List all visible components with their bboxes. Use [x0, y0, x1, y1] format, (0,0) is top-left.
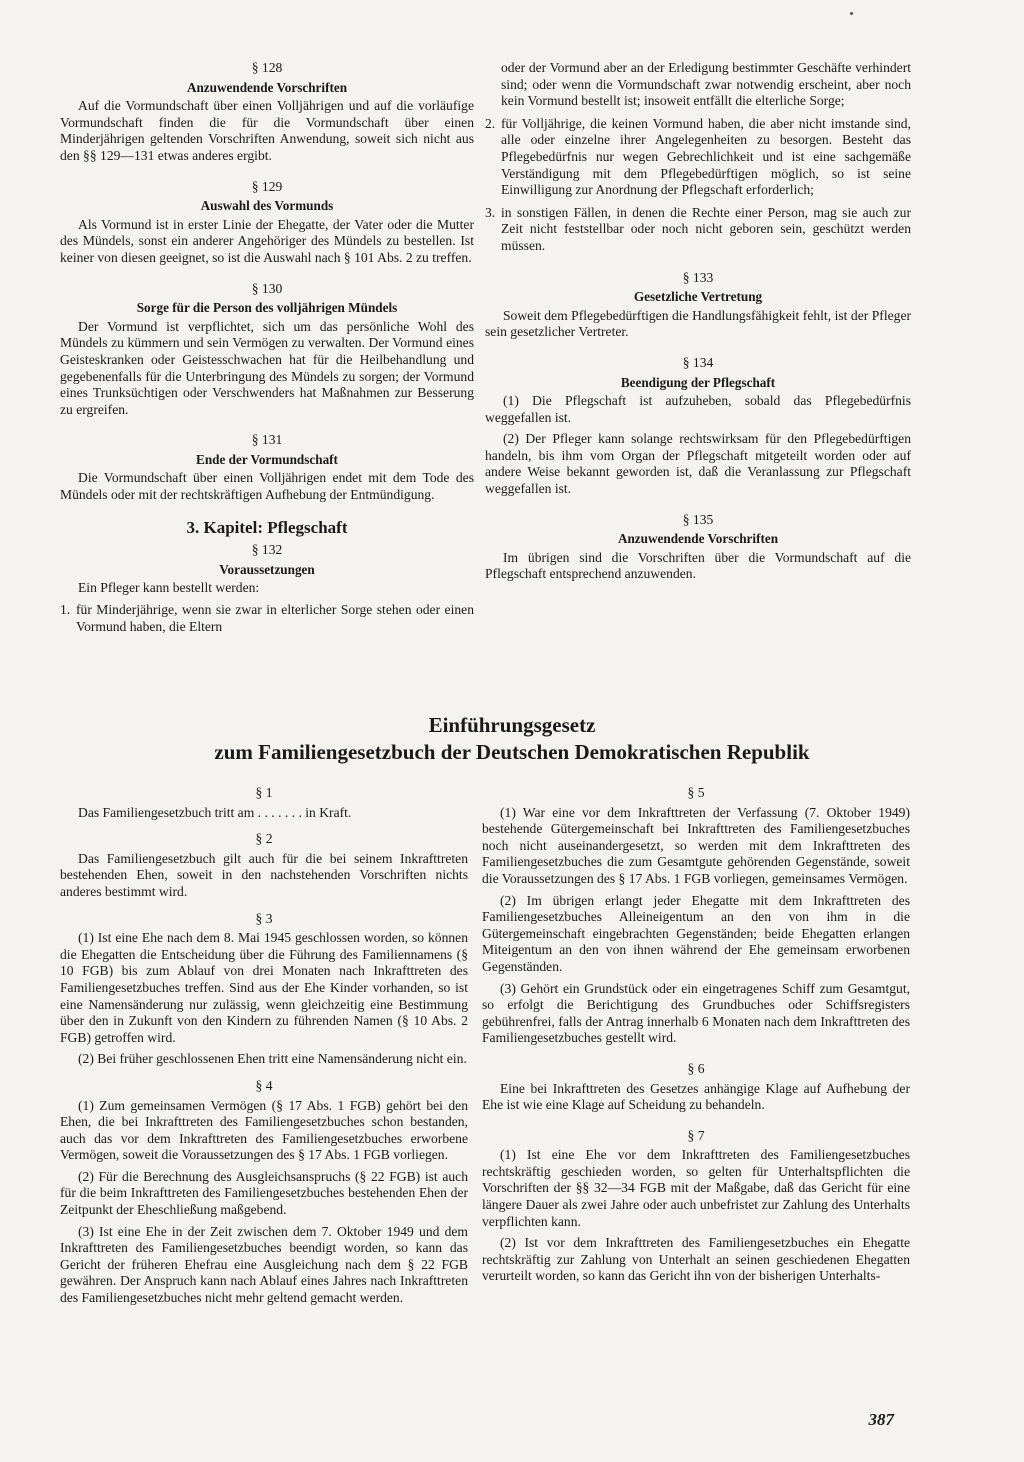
- scan-speck: [850, 12, 853, 15]
- section-5-paragraph-2: (2) Im übrigen erlangt jeder Ehegatte mit dem Inkrafttreten des Familiengesetzbuches Alleineigentum an den von ihm in die Gütergemeinschaft eingebrachten Gegenständen; beide Ehegatten erlangen Miteigentum an den von ihnen während der Ehe gemeinsam erworbenen Gegenständen.: [482, 892, 910, 974]
- section-131-text: Die Vormundschaft über einen Volljährigen endet mit dem Tode des Mündels oder mit der rechtskräftigen Aufhebung der Entmündigung.: [60, 470, 474, 503]
- section-132-item-2: [485, 116, 911, 199]
- section-134-paragraph-1: (1) Die Pflegschaft ist aufzuheben, sobald das Pflegebedürfnis weggefallen ist.: [485, 393, 911, 425]
- section-132-intro: Ein Pfleger kann bestellt werden:: [78, 580, 260, 596]
- section-134-heading: Beendigung der Pflegschaft: [620, 374, 776, 390]
- chapter-heading: 3. Kapitel: Pflegschaft: [186, 517, 348, 537]
- section-134-paragraph-2: (2) Der Pfleger kann solange rechtswirksam für den Pflegebedürftigen handeln, bis ihm vom Organ der Pflegschaft mitgeteilt worden oder auf andere Weise bekannt geworden ist, daß die Veranlassung zur Pflegschaft weggefallen ist.: [485, 431, 911, 497]
- section-134-number: § 134: [682, 354, 714, 370]
- item-text: für Minderjährige, wenn sie zwar in elterlicher Sorge stehen oder einen Vormund haben, die Eltern: [76, 602, 474, 634]
- section-3-paragraph-1: (1) Ist eine Ehe nach dem 8. Mai 1945 geschlossen worden, so können die Ehegatten die Entscheidung über die Führung des Familiennamens (§ 10 FGB) bis zum Ablauf von drei Monaten nach Inkrafttreten des Familiengesetzbuches treffen. Sind aus der Ehe Kinder vorhanden, so ist eine Namensänderung nur zulässig, wenn gleichzeitig eine Bestimmung über den in Zukunft von den Kindern zu führenden Namen (§ 10 Abs. 2 FGB) getroffen wird.: [60, 930, 468, 1045]
- section-5-paragraph-3: (3) Gehört ein Grundstück oder ein eingetragenes Schiff zum Gesamtgut, so erfolgt die Berichtigung des Grundbuches oder Schiffsregisters gebührenfrei, falls der Antrag innerhalb 6 Monaten nach dem Inkrafttreten des Familiengesetzbuches gestellt wird.: [482, 980, 910, 1046]
- section-4-paragraph-1: (1) Zum gemeinsamen Vermögen (§ 17 Abs. 1 FGB) gehört bei den Ehen, die bei Inkrafttreten des Familiengesetzbuches schon bestanden, auch das vor dem Inkrafttreten des Familiengesetzbuches erworbene Vermögen, soweit die Voraussetzungen des § 17 Abs. 1 FGB vorliegen.: [60, 1097, 468, 1163]
- section-132-number: § 132: [251, 542, 283, 558]
- item-number: 1.: [60, 602, 71, 618]
- section-129-text: Als Vormund ist in erster Linie der Ehegatte, der Vater oder die Mutter des Mündels, sonst ein anderer Angehöriger des Mündels zu bestellen. Ist keiner von diesen geeignet, so ist die Auswahl nach § 101 Abs. 2 zu treffen.: [60, 216, 474, 265]
- section-7-paragraph-1: (1) Ist eine Ehe vor dem Inkrafttreten des Familiengesetzbuches rechtskräftig geschieden worden, so gelten für Unterhaltspflichten die Vorschriften der §§ 32—34 FGB mit der Maßgabe, daß das Gericht für eine längere Dauer als zwei Jahre oder auch unbefristet zur Zahlung des Unterhalts verpflichten kann.: [482, 1147, 910, 1229]
- section-3-paragraph-2: (2) Bei früher geschlossenen Ehen tritt eine Namensänderung nicht ein.: [78, 1051, 467, 1067]
- item-text: für Volljährige, die keinen Vormund haben, die aber nicht imstande sind, alle oder einzelne ihrer Angelegenheiten zu besorgen. Besteht das Pflegebedürfnis nur wegen Gebrechlichkeit und ist eine sachgemäße Verständigung mit dem Pflegebedürftigen möglich, so ist seine Einwilligung zur Anordnung der Pflegschaft erforderlich;: [501, 115, 911, 198]
- section-133-heading: Gesetzliche Vertretung: [633, 289, 763, 305]
- section-2-number: § 2: [255, 831, 273, 847]
- section-7-number: § 7: [687, 1127, 705, 1143]
- section-135-heading: Anzuwendende Vorschriften: [617, 531, 779, 547]
- section-128-text: Auf die Vormundschaft über einen Volljährigen und auf die vorläufige Vormundschaft finden die für die Vormundschaft über einen Minderjährigen geltenden Vorschriften Anwendung, soweit sich nicht aus den §§ 129—131 etwas anderes ergibt.: [60, 98, 474, 163]
- section-2-text: Das Familiengesetzbuch gilt auch für die bei seinem Inkrafttreten bestehenden Ehen, soweit in den nachstehenden Vorschriften nichts anderes bestimmt wird.: [60, 850, 468, 899]
- top-right-column: [485, 60, 911, 588]
- item-number: 2.: [485, 115, 496, 131]
- section-131-number: § 131: [251, 432, 283, 448]
- page-number: 387: [868, 1410, 894, 1429]
- section-128-number: § 128: [251, 60, 283, 75]
- section-130-number: § 130: [251, 280, 283, 296]
- section-131-heading: Ende der Vormundschaft: [196, 451, 338, 467]
- section-1-text: Das Familiengesetzbuch tritt am . . . . . . . in Kraft.: [78, 804, 352, 820]
- section-133-text: Soweit dem Pflegebedürftigen die Handlungsfähigkeit fehlt, ist der Pfleger sein gesetzlicher Vertreter.: [485, 307, 911, 340]
- section-135-number: § 135: [682, 511, 714, 527]
- section-4-paragraph-3: (3) Ist eine Ehe in der Zeit zwischen dem 7. Oktober 1949 und dem Inkrafttreten des Familiengesetzbuches beendigt worden, so kann das Gericht der früheren Ehefrau eine Ausgleichung nach dem § 22 FGB gewähren. Der Anspruch kann nach Ablauf eines Jahres nach Inkrafttreten des Familiengesetzbuches nicht mehr geltend gemacht werden.: [60, 1223, 468, 1306]
- section-130-text: Der Vormund ist verpflichtet, sich um das persönliche Wohl des Mündels zu kümmern und sein Vermögen zu verwalten. Der Vormund eines Geisteskranken oder Geistesschwachen hat für die Heilbehandlung und gegebenenfalls für die Unterbringung des Mündels zu sorgen; der Vormund eines Trunksüchtigen oder Verschwenders hat Maßnahmen zur Besserung zu ergreifen.: [60, 318, 474, 417]
- law-title-line-2: zum Familiengesetzbuch der Deutschen Demokratischen Republik: [214, 740, 810, 764]
- section-132-item-3: [485, 205, 911, 255]
- section-6-text: Eine bei Inkrafttreten des Gesetzes anhängige Klage auf Aufhebung der Ehe ist wie eine Klage auf Scheidung zu behandeln.: [482, 1080, 910, 1113]
- section-7-paragraph-2: (2) Ist vor dem Inkrafttreten des Familiengesetzbuches ein Ehegatte rechtskräftig zur Zahlung von Unterhalt an seinen geschiedenen Ehegatten verurteilt worden, so kann das Gericht ihn von der bisherigen Unterhalts-: [482, 1235, 910, 1284]
- law-title: [60, 712, 964, 766]
- section-1-number: § 1: [255, 785, 273, 800]
- bottom-right-column: [482, 785, 910, 1290]
- item-number: 3.: [485, 204, 496, 220]
- section-5-number: § 5: [687, 785, 705, 800]
- section-4-number: § 4: [255, 1077, 273, 1093]
- section-4-paragraph-2: (2) Für die Berechnung des Ausgleichsanspruchs (§ 22 FGB) ist auch für die beim Inkrafttreten des Familiengesetzbuches bestehenden Ehen der Zeitpunkt der Eheschließung maßgebend.: [60, 1168, 468, 1218]
- section-129-number: § 129: [251, 178, 283, 194]
- section-128-heading: Anzuwendende Vorschriften: [186, 79, 348, 95]
- bottom-left-column: [60, 785, 468, 1312]
- item-text: in sonstigen Fällen, in denen die Rechte einer Person, mag sie auch zur Zeit nicht feststellbar oder noch nicht geboren sein, geschützt werden müssen.: [501, 204, 911, 253]
- section-135-text: Im übrigen sind die Vorschriften über die Vormundschaft auf die Pflegschaft entsprechend anzuwenden.: [485, 549, 911, 582]
- section-5-paragraph-1: (1) War eine vor dem Inkrafttreten der Verfassung (7. Oktober 1949) bestehende Gütergemeinschaft bei Inkrafttreten des Familiengesetzbuches noch nicht auseinandergesetzt, so werden mit dem Inkrafttreten des Familiengesetzbuches die zum Gesamtgute gehörenden Gegenstände, soweit die Voraussetzungen des § 17 Abs. 1 FGB vorliegen, gemeinsames Vermögen.: [482, 804, 910, 886]
- section-3-number: § 3: [255, 910, 273, 926]
- section-132-item-1-continuation: oder der Vormund aber an der Erledigung bestimmter Geschäfte verhindert sind; oder wenn die Vormundschaft zwar notwendig erscheint, aber noch kein Vormund bestellt ist; insoweit entfällt die elterliche Sorge;: [501, 60, 911, 109]
- section-6-number: § 6: [687, 1060, 705, 1076]
- section-132-item-1: [60, 602, 474, 635]
- section-130-heading: Sorge für die Person des volljährigen Mündels: [136, 300, 398, 316]
- section-133-number: § 133: [682, 269, 714, 285]
- top-left-column: [60, 60, 474, 641]
- section-132-heading: Voraussetzungen: [219, 561, 315, 577]
- section-129-heading: Auswahl des Vormunds: [200, 198, 334, 214]
- law-title-line-1: Einführungsgesetz: [428, 713, 596, 737]
